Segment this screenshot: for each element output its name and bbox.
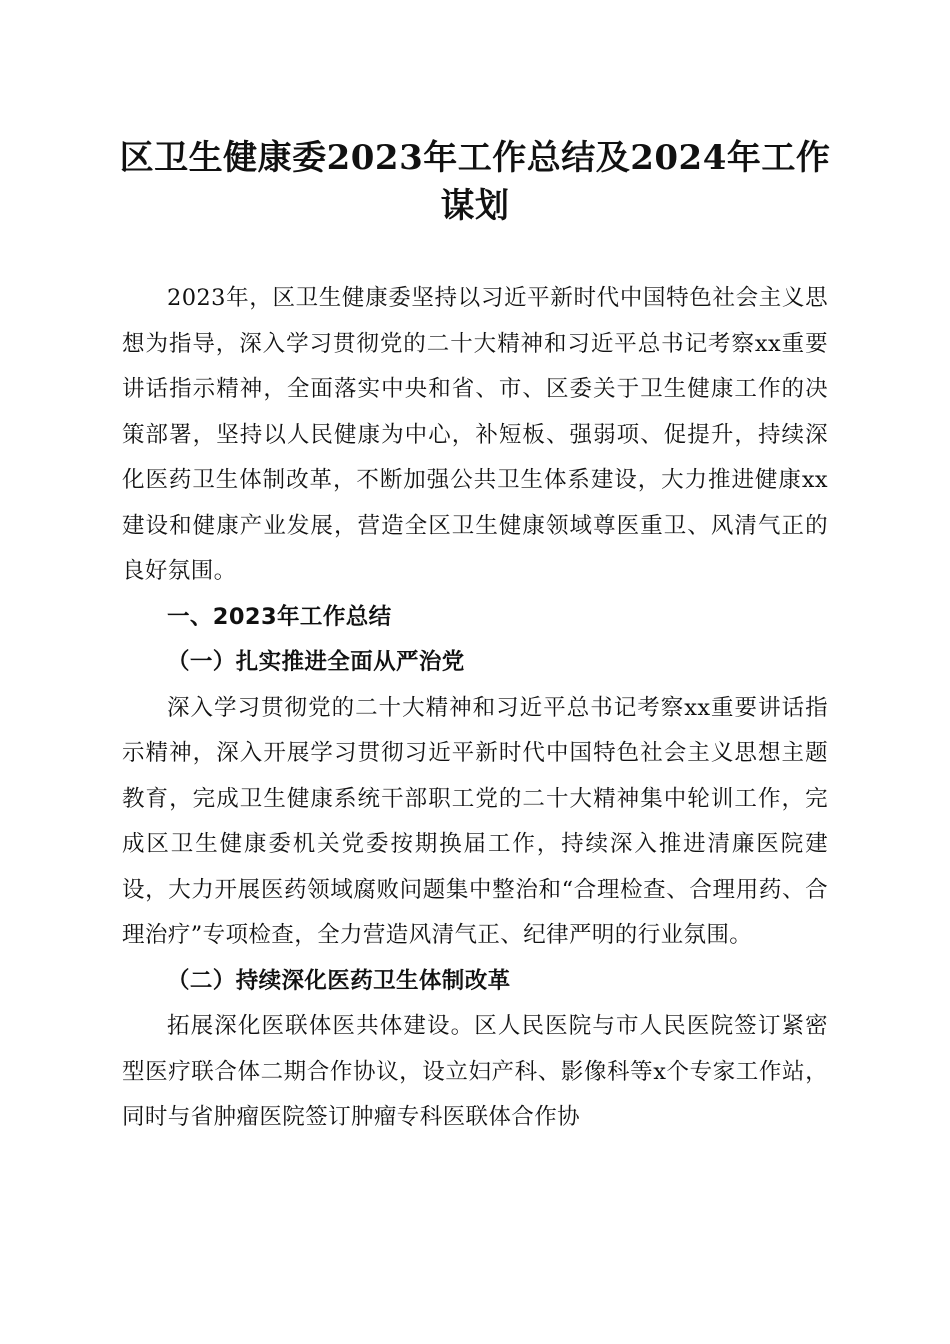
subsection-heading-2: （二）持续深化医药卫生体制改革 <box>167 967 511 994</box>
document-title <box>100 134 850 230</box>
document-body <box>122 276 828 1141</box>
title-line-1: 区卫生健康委2023年工作总结及2024年工作 <box>119 138 831 178</box>
subsection-2-paragraph: 拓展深化医联体医共体建设。区人民医院与市人民医院签订紧密型医疗联合体二期合作协议，设立妇产科、影像科等x个专家工作站，同时与省肿瘤医院签订肿瘤专科医联体合作协 <box>122 1013 828 1130</box>
subsection-1-paragraph: 深入学习贯彻党的二十大精神和习近平总书记考察xx重要讲话指示精神，深入开展学习贯彻习近平新时代中国特色社会主义思想主题教育，完成卫生健康系统干部职工党的二十大精神集中轮训工作，完成区卫生健康委机关党委按期换届工作，持续深入推进清廉医院建设，大力开展医药领域腐败问题集中整治和“合理检查、合理用药、合理治疗”专项检查，全力营造风清气正、纪律严明的行业氛围。 <box>122 694 828 948</box>
intro-paragraph: 2023年，区卫生健康委坚持以习近平新时代中国特色社会主义思想为指导，深入学习贯彻党的二十大精神和习近平总书记考察xx重要讲话指示精神，全面落实中央和省、市、区委关于卫生健康工作的决策部署，坚持以人民健康为中心，补短板、强弱项、促提升，持续深化医药卫生体制改革，不断加强公共卫生体系建设，大力推进健康xx建设和健康产业发展，营造全区卫生健康领域尊医重卫、风清气正的良好氛围。 <box>122 285 828 584</box>
subsection-heading-1: （一）扎实推进全面从严治党 <box>167 649 465 675</box>
title-line-2: 谋划 <box>440 186 510 226</box>
section-heading-1: 一、2023年工作总结 <box>167 603 392 630</box>
